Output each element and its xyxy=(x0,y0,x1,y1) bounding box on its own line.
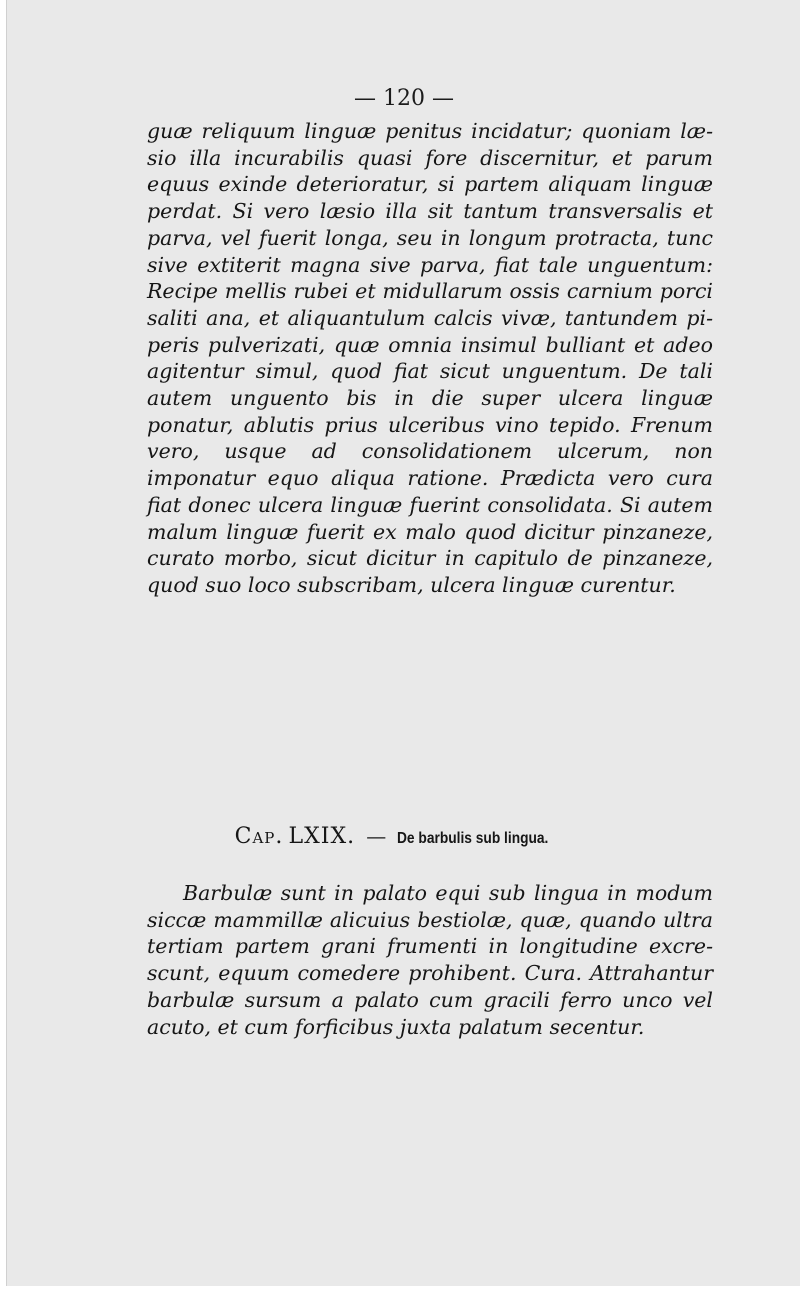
chapter-title: De barbulis sub lingua. xyxy=(397,830,549,847)
chapter-heading xyxy=(7,824,800,849)
book-page xyxy=(6,0,800,1286)
body-paragraph-continued: guæ reliquum linguæ penitus incidatur; quoniam læsio illa incurabilis quasi fore discernitur, et parum equus exinde deterioratur, si partem aliquam linguæ perdat. Si vero læsio illa sit tantum transversalis et parva, vel fuerit longa, seu in longum protracta, tunc sive extiterit magna sive parva, fiat tale unguentum: Recipe mellis rubei et midullarum ossis carnium porci saliti ana, et aliquantulum calcis vivæ, tantundem piperis pulverizati, quæ omnia insimul bulliant et adeo agitentur simul, quod fiat sicut unguentum. De tali autem unguento bis in die super ulcera linguæ ponatur, ablutis prius ulceribus vino tepido. Frenum vero, usque ad consolidationem ulcerum, non imponatur equo aliqua ratione. Prædicta vero cura fiat donec ulcera linguæ fuerint consolidata. Si autem malum linguæ fuerit ex malo quod dicitur pinzaneze, curato morbo, sicut dicitur in capitulo de pinzaneze, quod suo loco subscribam, ulcera linguæ curentur. xyxy=(147,119,713,597)
chapter-dash: — xyxy=(366,824,387,848)
chapter-paragraph: Barbulæ sunt in palato equi sub lingua in modum siccæ mammillæ alicuius bestiolæ, quæ, quando ultra tertiam partem grani frumenti in longitudine excrescunt, equum comedere prohibent. Cura. Attrahantur barbulæ sursum a palato cum gracili ferro unco vel acuto, et cum forficibus juxta palatum secentur. xyxy=(147,881,713,1039)
chapter-label: Cap. xyxy=(234,824,284,849)
chapter-number: LXIX. xyxy=(288,824,356,849)
page-number: — 120 — xyxy=(354,86,454,111)
